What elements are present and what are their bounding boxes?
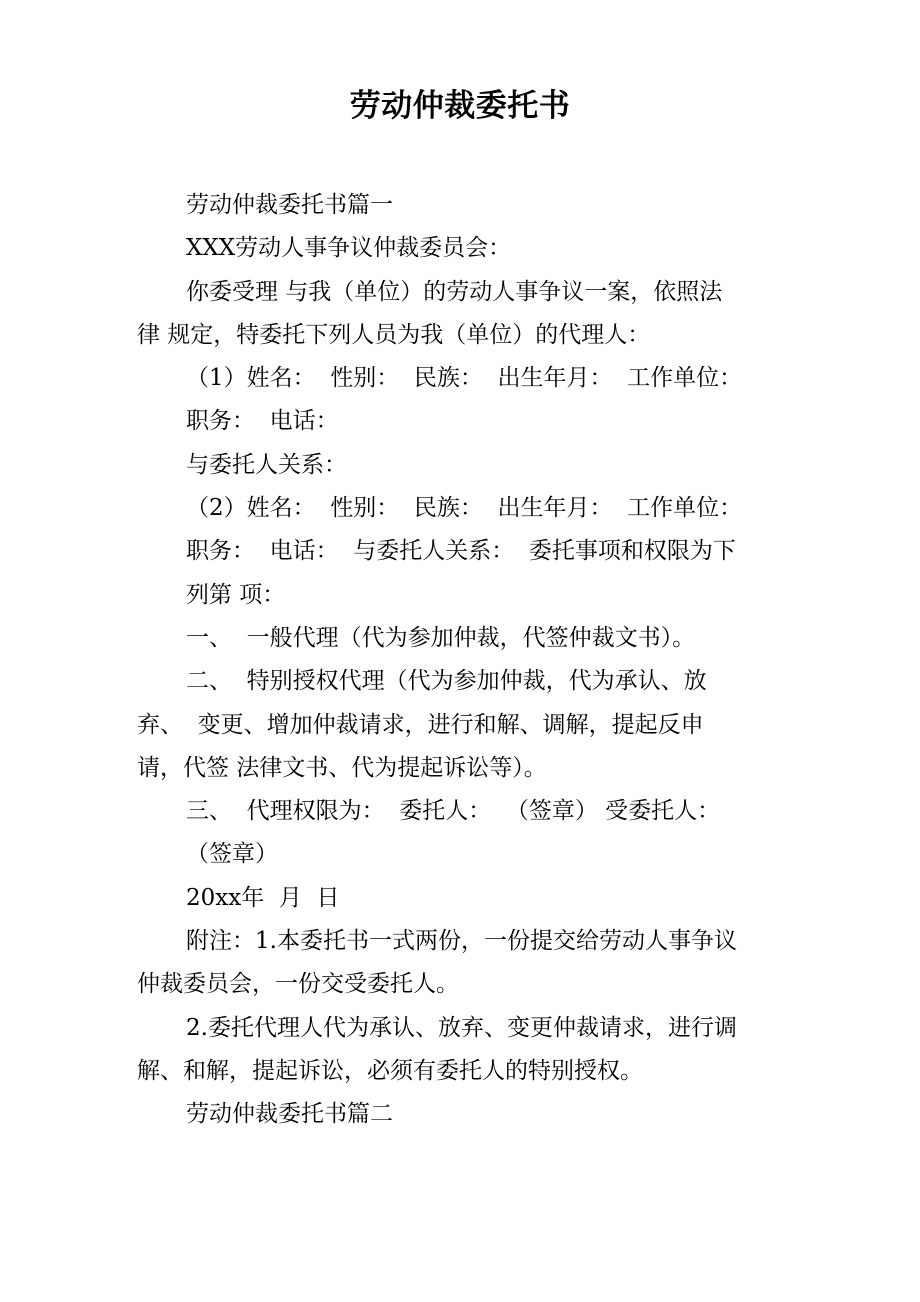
document-body — [137, 184, 782, 1137]
authority-item-line: 请，代签 法律文书、代为提起诉讼等）。 — [137, 754, 547, 781]
note-line: 附注：1.本委托书一式两份，一份提交给劳动人事争议 — [186, 928, 737, 955]
section-heading-1: 劳动仲裁委托书篇一 — [186, 192, 393, 218]
agent-2-info-line: （2）姓名： 性别： 民族： 出生年月： 工作单位： — [186, 495, 743, 522]
signature-line: 三、 代理权限为： 委托人： （签章） 受委托人： — [186, 798, 721, 825]
signature-line: （签章） — [186, 841, 278, 868]
authority-item-line: 弃、 变更、增加仲裁请求，进行和解、调解，提起反申 — [137, 711, 704, 738]
document-title: 劳动仲裁委托书 — [349, 88, 571, 124]
agent-1-info-line: （1）姓名： 性别： 民族： 出生年月： 工作单位： — [186, 365, 743, 392]
note-line: 2.委托代理人代为承认、放弃、变更仲裁请求，进行调 — [186, 1014, 737, 1041]
section-heading-2: 劳动仲裁委托书篇二 — [186, 1101, 393, 1128]
agent-2-info-line: 列第 项： — [186, 581, 286, 608]
note-line: 仲裁委员会，一份交受委托人。 — [137, 971, 459, 998]
agent-1-info-line: 职务： 电话： — [186, 408, 339, 435]
paragraph-line: 律 规定，特委托下列人员为我（单位）的代理人： — [137, 321, 651, 348]
agent-1-info-line: 与委托人关系： — [186, 451, 347, 478]
note-line: 解、和解，提起诉讼，必须有委托人的特别授权。 — [137, 1057, 643, 1084]
agent-2-info-line: 职务： 电话： 与委托人关系： 委托事项和权限为下 — [186, 538, 736, 565]
date-line: 20xx年 月 日 — [186, 884, 340, 911]
authority-item-line: 二、 特别授权代理（代为参加仲裁，代为承认、放 — [186, 668, 707, 695]
addressee-line: XXX劳动人事争议仲裁委员会： — [186, 235, 512, 262]
paragraph-line: 你委受理 与我（单位）的劳动人事争议一案，依照法 — [186, 278, 723, 305]
authority-item-line: 一、 一般代理（代为参加仲裁，代签仲裁文书）。 — [186, 624, 696, 651]
